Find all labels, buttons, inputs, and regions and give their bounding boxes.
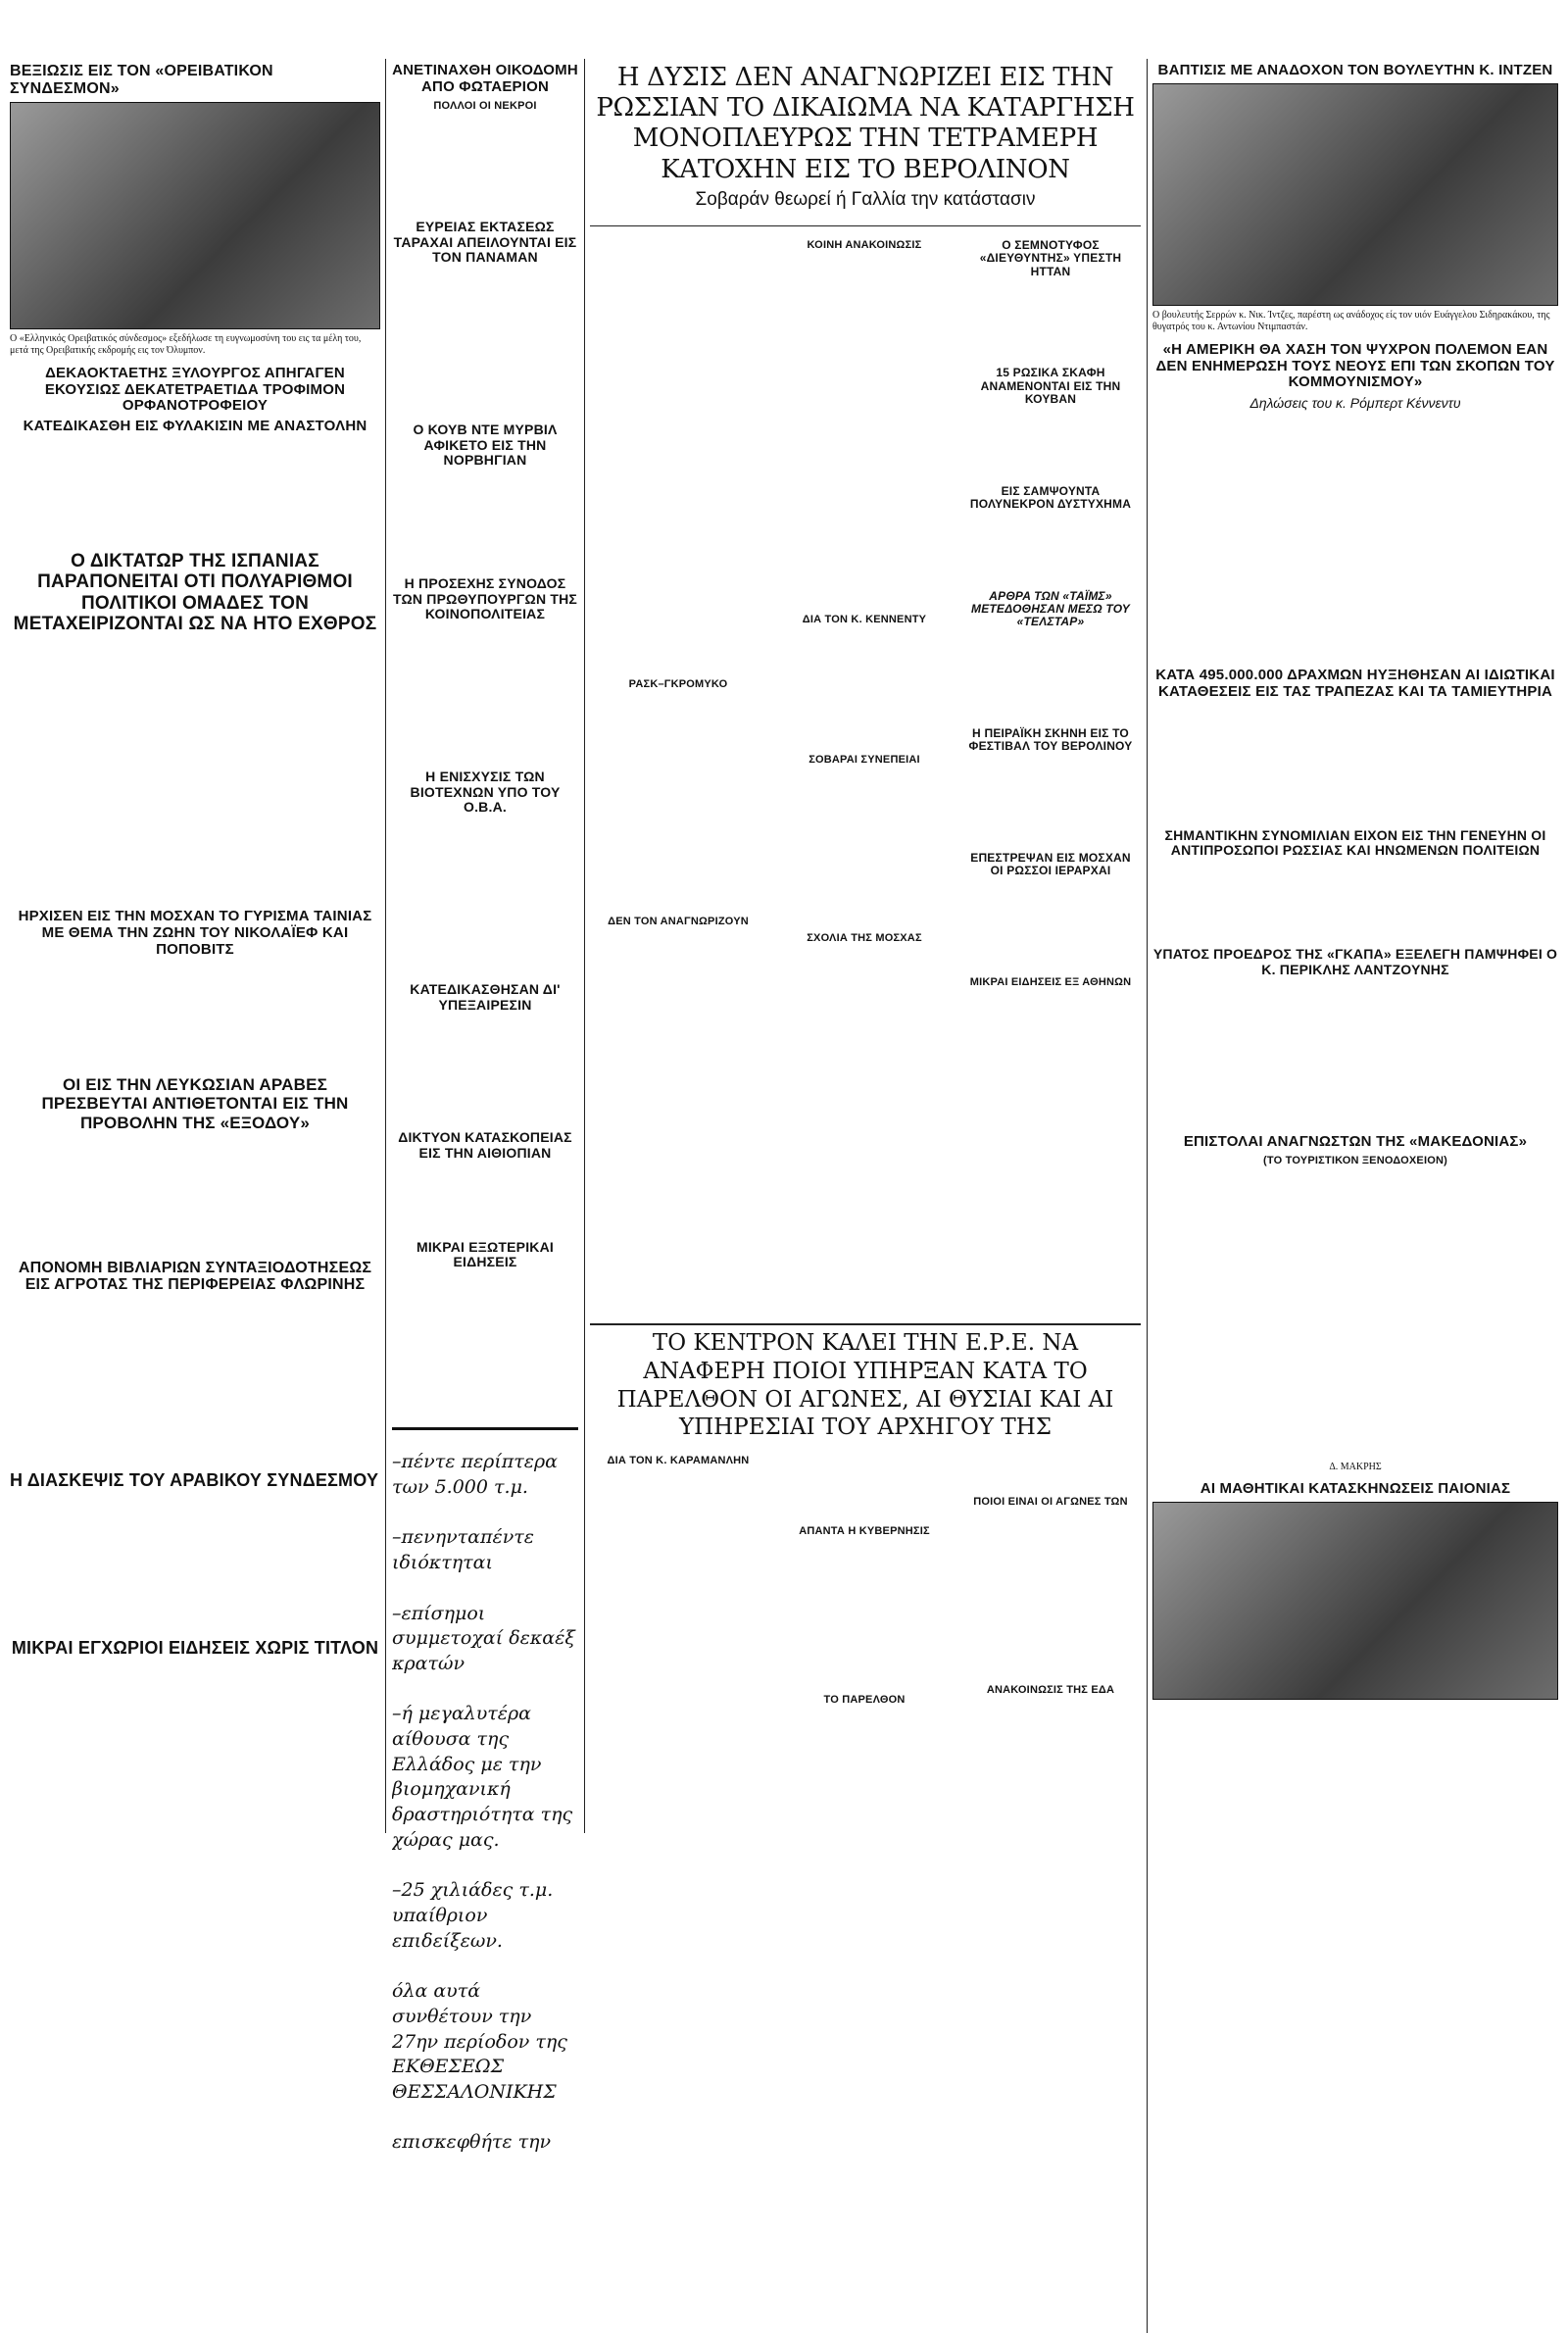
article-text (776, 1451, 953, 1519)
article-text (962, 1701, 1139, 1858)
headline-orivatikos: ΒΕΞΙΩΣΙΣ ΕΙΣ ΤΟΝ «ΟΡΕΙΒΑΤΙΚΟΝ ΣΥΝΔΕΣΜΟΝ» (10, 63, 273, 97)
article-text (10, 638, 380, 903)
headline-karamanlin: ΔΙΑ ΤΟΝ Κ. ΚΑΡΑΜΑΝΛΗΝ (607, 1455, 750, 1466)
article-text (590, 694, 766, 910)
article-text (10, 962, 380, 1069)
headline-aravikos: Η ΔΙΑΣΚΕΨΙΣ ΤΟΥ ΑΡΑΒΙΚΟΥ ΣΥΝΔΕΣΜΟΥ (10, 1470, 379, 1491)
article-text (962, 1512, 1139, 1678)
ad-line: –πενηνταπέντε ιδιόκτηται (392, 1526, 534, 1573)
column-2 (392, 59, 578, 2333)
article-text (962, 516, 1139, 584)
headline-diktator: Ο ΔΙΚΤΑΤΩΡ ΤΗΣ ΙΣΠΑΝΙΑΣ ΠΑΡΑΠΟΝΕΙΤΑΙ ΟΤΙ ΠΟΛΥΑΡΙΘΜΟΙ ΠΟΛΙΤΙΚΟΙ ΟΜΑΔΕΣ ΤΟΝ ΜΕΤΑΧΕΙΡΙΖΟΝΤΑΙ ΩΣ ΝΑ ΗΤΟ ΕΧΘΡΟΣ (13, 551, 377, 634)
headline-mikrai-egxorioi: ΜΙΚΡΑΙ ΕΓΧΩΡΙΟΙ ΕΙΔΗΣΕΙΣ ΧΩΡΙΣ ΤΙΤΛΟΝ (11, 1637, 379, 1658)
letter-signature: Δ. ΜΑΚΡΗΣ (1329, 1461, 1382, 1472)
headline-den-anagnorizoun: ΔΕΝ ΤΟΝ ΑΝΑΓΝΩΡΙΖΟΥΝ (608, 916, 749, 928)
subheadline-kennedy: Δηλώσεις του κ. Ρόμπερτ Κέννεντυ (1250, 395, 1461, 412)
headline-sampsounta: ΕΙΣ ΣΑΜΨΟΥΝΤΑ ΠΟΛΥΝΕΚΡΟΝ ΔΥΣΤΥΧΗΜΑ (969, 483, 1132, 512)
photo-vaptisis (1152, 83, 1558, 306)
center-col-b (776, 235, 953, 1314)
headline-panamas: ΕΥΡΕΙΑΣ ΕΚΤΑΣΕΩΣ ΤΑΡΑΧΑΙ ΑΠΕΙΛΟΥΝΤΑΙ ΕΙΣ ΤΟΝ ΠΑΝΑΜΑΝ (393, 218, 577, 266)
article-text (392, 472, 578, 571)
headline-katatheseis: ΚΑΤΑ 495.000.000 ΔΡΑΧΜΩΝ ΗΥΞΗΘΗΣΑΝ ΑΙ ΙΔΙΩΤΙΚΑΙ ΚΑΤΑΘΕΣΕΙΣ ΕΙΣ ΤΑΣ ΤΡΑΠΕΖΑΣ ΚΑΙ ΤΑ ΤΑΜΙΕΥΤΗΡΙΑ (1155, 667, 1555, 700)
article-text (392, 116, 578, 214)
article-text (590, 235, 766, 412)
headline-oikodomi-sub: ΠΟΛΛΟΙ ΟΙ ΝΕΚΡΟΙ (433, 99, 537, 112)
main-headline: Η ΔΥΣΙΣ ΔΕΝ ΑΝΑΓΝΩΡΙΖΕΙ ΕΙΣ ΤΗΝ ΡΩΣΣΙΑΝ ΤΟ ΔΙΚΑΙΩΜΑ ΝΑ ΚΑΤΑΡΓΗΣΗ ΜΟΝΟΠΛΕΥΡΩΣ ΤΗΝ ΤΕΤΡΑΜΕΡΗ ΚΑΤΟΧΗΝ ΕΙΣ ΤΟ ΒΕΡΟΛΙΝΟΝ (596, 63, 1135, 184)
article-text (1152, 1171, 1558, 1456)
caption-vaptisis: Ο βουλευτής Σερρών κ. Νικ. Ίντζες, παρέστη ως ανάδοχος είς τον υιόν Ευάγγελου Σιδηρακάκου, της θυγατρός του κ. Αντωνίου Ντιμπαστάν. (1152, 309, 1550, 333)
article-text (776, 769, 953, 926)
right-column (1152, 59, 1558, 2333)
headline-gkapa: ΥΠΑΤΟΣ ΠΡΟΕΔΡΟΣ ΤΗΣ «ΓΚΑΠΑ» ΕΞΕΛΕΓΗ ΠΑΜΨΗΦΕΙ Ο Κ. ΠΕΡΙΚΛΗΣ ΛΑΝΤΖΟΥΝΗΣ (1152, 946, 1558, 977)
subheadline-xenodocheion: (ΤΟ ΤΟΥΡΙΣΤΙΚΟΝ ΞΕΝΟΔΟΧΕΙΟΝ) (1263, 1155, 1447, 1167)
headline-tainia: ΗΡΧΙΣΕΝ ΕΙΣ ΤΗΝ ΜΟΣΧΑΝ ΤΟ ΓΥΡΙΣΜΑ ΤΑΙΝΙΑΣ ΜΕ ΘΕΜΑ ΤΗΝ ΖΩΗΝ ΤΟΥ ΝΙΚΟΛΑΪΕΦ ΚΑΙ ΠΟΠΟΒΙΤΣ (18, 908, 372, 958)
article-text (392, 1166, 578, 1234)
main-subheadline: Σοβαράν θεωρεί ή Γαλλία την κατάστασιν (695, 188, 1036, 210)
caption-orivatikos: Ο «Ελληνικός Ορειβατικός σύνδεσμος» εξεδήλωσε τη ευγνωμοσύνη του εις τα μέλη του, μετά της Ορειβατικής εκδρομής εις τον Όλυμπον. (10, 332, 362, 357)
headline-synodos: Η ΠΡΟΣΕΧΗΣ ΣΥΝΟΔΟΣ ΤΩΝ ΠΡΩΘΥΠΟΥΡΓΩΝ ΤΗΣ ΚΟΙΝΟΠΟΛΙΤΕΙΑΣ (392, 574, 578, 622)
article-text (962, 633, 1139, 721)
article-text (392, 819, 578, 976)
headline-mikrai-athinon: ΜΙΚΡΑΙ ΕΙΔΗΣΕΙΣ ΕΞ ΑΘΗΝΩΝ (969, 975, 1132, 988)
article-text (10, 1662, 380, 1858)
article-text (962, 1451, 1139, 1490)
headline-aithiopia: ΔΙΚΤΥΟΝ ΚΑΤΑΣΚΟΠΕΙΑΣ ΕΙΣ ΤΗΝ ΑΙΘΙΟΠΙΑΝ (398, 1129, 572, 1161)
headline-eda: ΑΝΑΚΟΙΝΩΣΙΣ ΤΗΣ ΕΔΑ (986, 1684, 1115, 1697)
article-text (776, 255, 953, 608)
lower-col-b (776, 1451, 953, 1882)
headline-epistolai: ΕΠΙΣΤΟΛΑΙ ΑΝΑΓΝΩΣΤΩΝ ΤΗΣ «ΜΑΚΕΔΟΝΙΑΣ» (1183, 1133, 1528, 1151)
headline-kyvernisis: ΑΠΑΝΤΑ Η ΚΥΒΕΡΝΗΣΙΣ (799, 1525, 930, 1537)
center-block (590, 59, 1141, 1882)
headline-vaptisis: ΒΑΠΤΙΣΙΣ ΜΕ ΑΝΑΔΟΧΟΝ ΤΟΝ ΒΟΥΛΕΥΤΗΝ Κ. ΙΝΤΖΕΝ (1157, 62, 1553, 78)
article-text (590, 418, 766, 672)
article-text (1152, 705, 1558, 822)
headline-rask-gromyko: ΡΑΣΚ–ΓΚΡΟΜΥΚΟ (628, 678, 728, 690)
headline-ierarchai: ΕΠΕΣΤΡΕΨΑΝ ΕΙΣ ΜΟΣΧΑΝ ΟΙ ΡΩΣΣΟΙ ΙΕΡΑΡΧΑΙ (970, 850, 1131, 878)
article-text (962, 411, 1139, 479)
headline-kouv: Ο ΚΟΥΒ ΝΤΕ ΜΥΡΒΙΛ ΑΦΙΚΕΤΟ ΕΙΣ ΤΗΝ ΝΟΡΒΗΓΙΑΝ (413, 421, 558, 469)
headline-scholia-moschas: ΣΧΟΛΙΑ ΤΗΣ ΜΟΣΧΑΣ (807, 931, 922, 944)
headline-leukosia: ΟΙ ΕΙΣ ΤΗΝ ΛΕΥΚΩΣΙΑΝ ΑΡΑΒΕΣ ΠΡΕΣΒΕΥΤΑΙ ΑΝΤΙΘΕΤΟΝΤΑΙ ΕΙΣ ΤΗΝ ΠΡΟΒΟΛΗΝ ΤΗΣ «ΕΞΟΔΟΥ» (41, 1075, 349, 1132)
article-text (590, 932, 766, 1030)
article-text (392, 1017, 578, 1124)
headline-semnotyfos: Ο ΣΕΜΝΟΤΥΦΟΣ «ΔΙΕΥΘΥΝΤΗΣ» ΥΠΕΣΤΗ ΗΤΤΑΝ (979, 238, 1122, 278)
article-text (1152, 417, 1558, 662)
lower-col-a (590, 1451, 766, 1882)
ad-line: –25 χιλιάδες τ.μ. υπαίθριον επιδείξεων. (392, 1879, 554, 1952)
headline-kouvan: 15 ΡΩΣΙΚΑ ΣΚΑΦΗ ΑΝΑΜΕΝΟΝΤΑΙ ΕΙΣ ΤΗΝ ΚΟΥΒΑΝ (980, 366, 1121, 407)
headline-kataskinoseis: ΑΙ ΜΑΘΗΤΙΚΑΙ ΚΑΤΑΣΚΗΝΩΣΕΙΣ ΠΑΙΟΝΙΑΣ (1200, 1480, 1511, 1498)
article-text (962, 992, 1139, 1110)
ad-line: –πέντε περίπτερα των 5.000 τ.μ. (392, 1451, 558, 1498)
headline-telstar: ΑΡΘΡΑ ΤΩΝ «ΤΑΪΜΣ» ΜΕΤΕΔΟΘΗΣΑΝ ΜΕΣΩ ΤΟΥ «ΤΕΛΣΤΑΡ» (971, 588, 1130, 629)
photo-kataskinoseis (1152, 1502, 1558, 1700)
ad-line: επισκεφθήτε την (392, 2131, 552, 2154)
headline-oikodomi: ΑΝΕΤΙΝΑΧΘΗ ΟΙΚΟΔΟΜΗ ΑΠΟ ΦΩΤΑΕΡΙΟΝ (392, 62, 578, 95)
center-col-c (962, 235, 1139, 1314)
column-1 (10, 59, 380, 2333)
headline-peiraiki: Η ΠΕΙΡΑΪΚΗ ΣΚΗΝΗ ΕΙΣ ΤΟ ΦΕΣΤΙΒΑΛ ΤΟΥ ΒΕΡΟΛΙΝΟΥ (968, 725, 1133, 754)
article-text (1152, 1700, 1558, 1759)
headline-mikrai-exoterikai: ΜΙΚΡΑΙ ΕΞΩΤΕΡΙΚΑΙ ΕΙΔΗΣΕΙΣ (416, 1238, 555, 1270)
headline-agones: ΠΟΙΟΙ ΕΙΝΑΙ ΟΙ ΑΓΩΝΕΣ ΤΩΝ (973, 1496, 1128, 1508)
center-col-a (590, 235, 766, 1314)
article-text (962, 882, 1139, 970)
ad-line: –επίσημοι συμμετοχαί δεκαέξ κρατών (392, 1602, 575, 1674)
headline-florina: ΑΠΟΝΟΜΗ ΒΙΒΛΙΑΡΙΩΝ ΣΥΝΤΑΞΙΟΔΟΤΗΣΕΩΣ ΕΙΣ ΑΓΡΟΤΑΣ ΤΗΣ ΠΕΡΙΦΕΡΕΙΑΣ ΦΛΩΡΙΝΗΣ (18, 1259, 372, 1294)
article-text (776, 630, 953, 748)
article-text (776, 948, 953, 1066)
article-text (10, 1495, 380, 1632)
article-text (776, 1711, 953, 1867)
article-text (10, 1298, 380, 1464)
article-text (590, 1470, 766, 1882)
headline-ypexairesin: ΚΑΤΕΔΙΚΑΣΘΗΣΑΝ ΔΙ' ΥΠΕΞΑΙΡΕΣΙΝ (410, 980, 561, 1013)
article-text (1152, 981, 1558, 1128)
article-text (10, 439, 380, 545)
article-text (962, 758, 1139, 846)
headline-sovarai: ΣΟΒΑΡΑΙ ΣΥΝΕΠΕΙΑΙ (808, 753, 920, 766)
headline-kennedy-statement: «Η ΑΜΕΡΙΚΗ ΘΑ ΧΑΣΗ ΤΟΝ ΨΥΧΡΟΝ ΠΟΛΕΜΟΝ ΕΑΝ ΔΕΝ ΕΝΗΜΕΡΩΣΗ ΤΟΥΣ ΝΕΟΥΣ ΕΠΙ ΤΩΝ ΣΚΟΠΩΝ ΤΟΥ ΚΟΜΜΟΥΝΙΣΜΟΥ» (1155, 340, 1555, 391)
headline-parelthon: ΤΟ ΠΑΡΕΛΘΟΝ (823, 1694, 906, 1707)
article-text (392, 1274, 578, 1421)
headline-koini-anakoinosis: ΚΟΙΝΗ ΑΝΑΚΟΙΝΩΣΙΣ (807, 239, 922, 251)
headline-xyloyrgos-sub: ΚΑΤΕΔΙΚΑΣΘΗ ΕΙΣ ΦΥΛΑΚΙΣΙΝ ΜΕ ΑΝΑΣΤΟΛΗΝ (23, 418, 368, 435)
ad-line: όλα αυτά συνθέτουν την 27ην περίοδον της ΕΚΘΕΣΕΩΣ ΘΕΣΣΑΛΟΝΙΚΗΣ (392, 1980, 567, 2103)
ad-line: –ή μεγαλυτέρα αίθουσα της Ελλάδος με την βιομηχανική δραστηριότητα της χώρας μας. (392, 1703, 573, 1851)
article-text (776, 1541, 953, 1688)
headline-oba: Η ΕΝΙΣΧΥΣΙΣ ΤΩΝ ΒΙΟΤΕΧΝΩΝ ΥΠΟ ΤΟΥ Ο.Β.Α. (410, 768, 561, 816)
article-text (392, 270, 578, 417)
article-text (392, 626, 578, 764)
fair-advertisement (392, 1450, 578, 2156)
lower-headline: ΤΟ ΚΕΝΤΡΟΝ ΚΑΛΕΙ ΤΗΝ Ε.Ρ.Ε. ΝΑ ΑΝΑΦΕΡΗ ΠΟΙΟΙ ΥΠΗΡΞΑΝ ΚΑΤΑ ΤΟ ΠΑΡΕΛΘΟΝ ΟΙ ΑΓΩΝΕΣ, ΑΙ ΘΥΣΙΑΙ ΚΑΙ ΑΙ ΥΠΗΡΕΣΙΑΙ ΤΟΥ ΑΡΧΗΓΟΥ ΤΗΣ (616, 1330, 1114, 1441)
photo-orivatikos (10, 102, 380, 329)
article-text (1152, 863, 1558, 941)
ad-top-rule (392, 1427, 578, 1430)
lower-col-c (962, 1451, 1139, 1882)
headline-xyloyrgos: ΔΕΚΑΟΚΤΑΕΤΗΣ ΞΥΛΟΥΡΓΟΣ ΑΠΗΓΑΓΕΝ ΕΚΟΥΣΙΩΣ ΔΕΚΑΤΕΤΡΑΕΤΙΔΑ ΤΡΟΦΙΜΟΝ ΟΡΦΑΝΟΤΡΟΦΕΙΟΥ (44, 364, 346, 415)
article-text (10, 1136, 380, 1254)
headline-geneva: ΣΗΜΑΝΤΙΚΗΝ ΣΥΝΟΜΙΛΙΑΝ ΕΙΧΟΝ ΕΙΣ ΤΗΝ ΓΕΝΕΥΗΝ ΟΙ ΑΝΤΙΠΡΟΣΩΠΟΙ ΡΩΣΣΙΑΣ ΚΑΙ ΗΝΩΜΕΝΩΝ ΠΟΛΙΤΕΙΩΝ (1164, 826, 1546, 859)
headline-kennedy: ΔΙΑ ΤΟΝ Κ. ΚΕΝΝΕΝΤΥ (802, 614, 927, 626)
article-text (962, 282, 1139, 361)
